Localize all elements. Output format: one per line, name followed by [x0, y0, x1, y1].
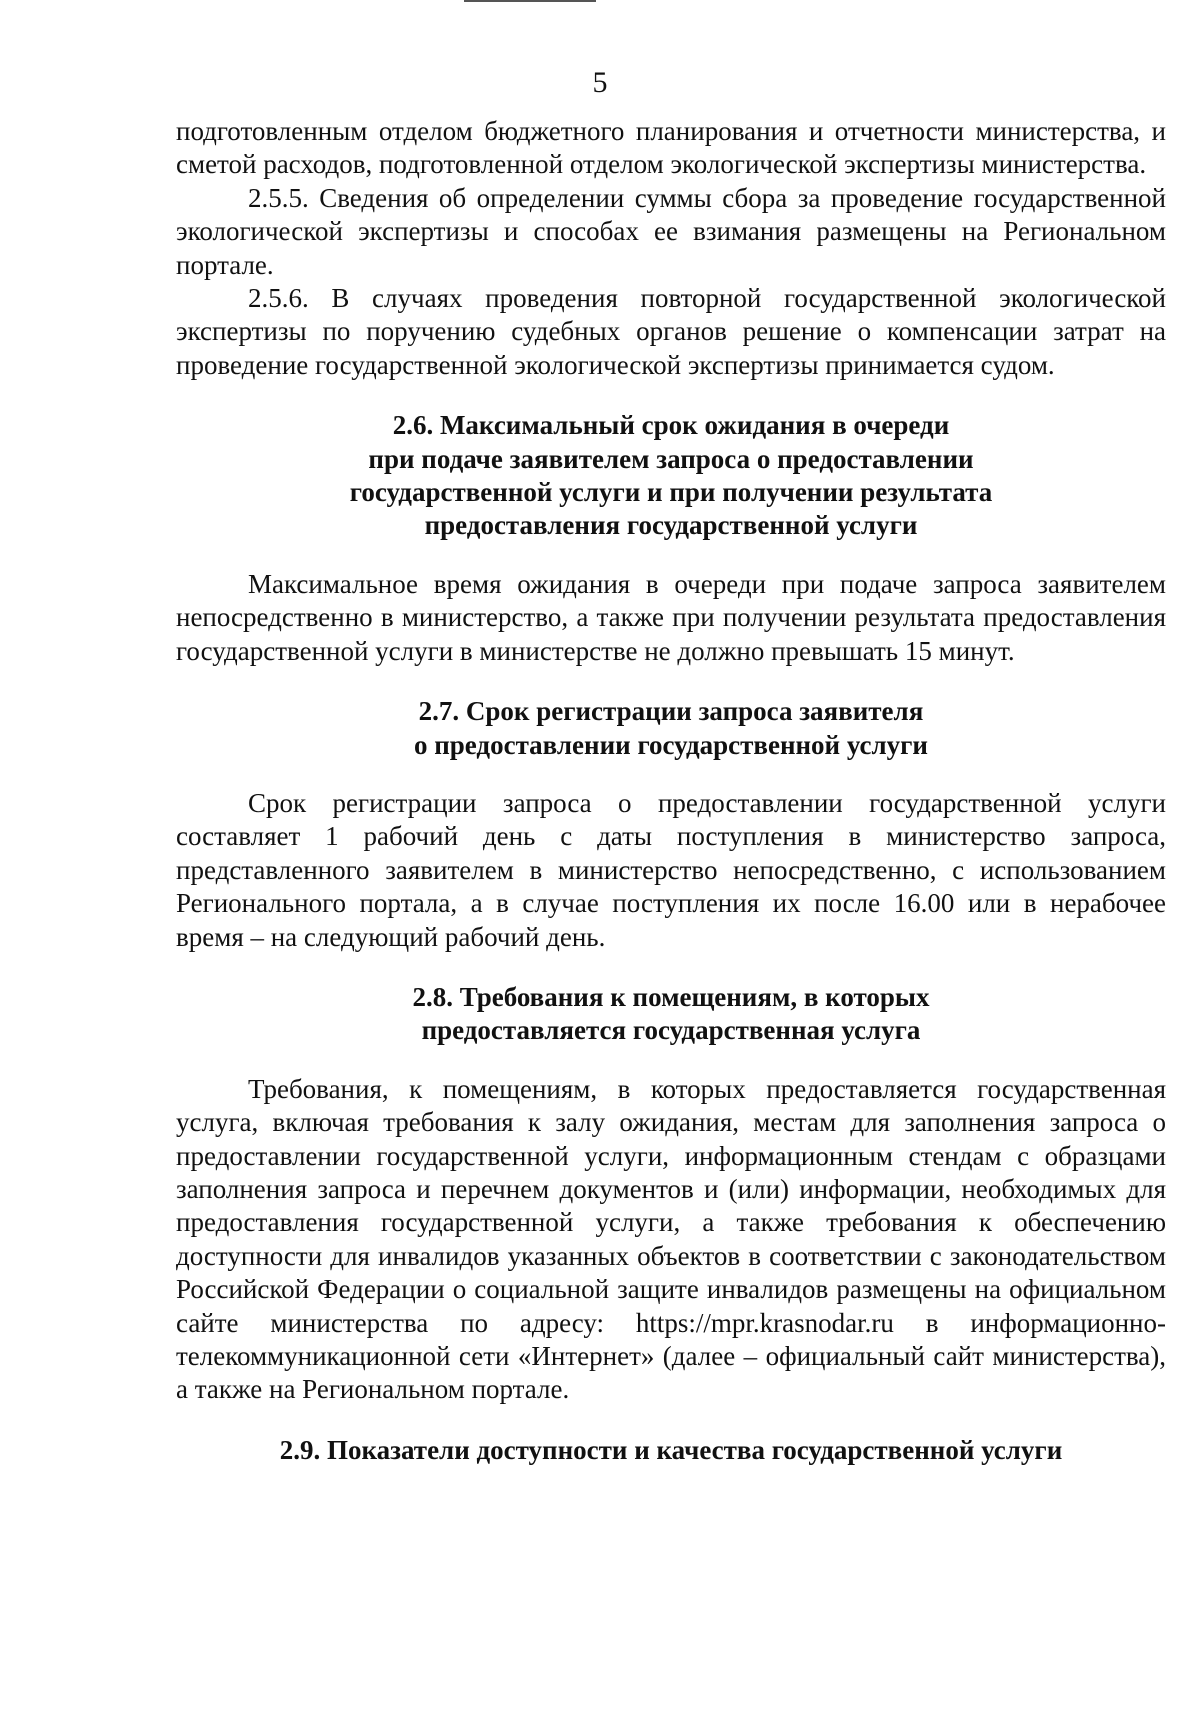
heading-line: 2.6. Максимальный срок ожидания в очереди: [392, 410, 950, 441]
heading-line: 2.7. Срок регистрации запроса заявителя: [418, 696, 924, 727]
paragraph-2-7: Срок регистрации запроса о предоставлении государственной услуги составляет 1 рабочий день с даты поступления в министерство запроса, представленного заявителем в министерство непосредственно, с использованием Регионального портала, а в случае поступления их после 16.00 или в нерабочее время – на следующий рабочий день.: [176, 787, 1166, 952]
heading-line: при подаче заявителем запроса о предоставлении: [368, 443, 974, 474]
heading-line: предоставляется государственная услуга: [421, 1015, 921, 1046]
paragraph-2-5-5: 2.5.5. Сведения об определении суммы сбора за проведение государственной экологической экспертизы и способах ее взимания размещены на Региональном портале.: [176, 182, 1166, 280]
page-number: 5: [592, 66, 608, 99]
heading-2-9: 2.9. Показатели доступности и качества государственной услуги: [279, 1434, 1063, 1465]
heading-line: 2.8. Требования к помещениям, в которых: [412, 981, 930, 1012]
heading-line: государственной услуги и при получении результата: [349, 477, 993, 508]
paragraph-continuation: подготовленным отделом бюджетного планирования и отчетности министерства, и сметой расходов, подготовленной отделом экологической экспертизы министерства.: [176, 116, 1166, 180]
heading-line: предоставления государственной услуги: [424, 510, 918, 541]
top-rule: [464, 0, 596, 2]
heading-2-6: [176, 409, 1166, 543]
heading-line: о предоставлении государственной услуги: [413, 729, 928, 760]
document-body: [176, 115, 1166, 1467]
paragraph-2-8: Требования, к помещениям, в которых предоставляется государственная услуга, включая требования к залу ожидания, местам для заполнения запроса о предоставлении государственной услуги, информационным стендам с образцами заполнения запроса и перечнем документов и (или) информации, необходимых для предоставления государственной услуги, а также требования к обеспечению доступности для инвалидов указанных объектов в соответствии с законодательством Российской Федерации о социальной защите инвалидов размещены на официальном сайте министерства по адресу: https://mpr.krasnodar.ru в информационно-телекоммуникационной сети «Интернет» (далее – официальный сайт министерства), а также на Региональном портале.: [176, 1073, 1166, 1405]
paragraph-2-5-6: 2.5.6. В случаях проведения повторной государственной экологической экспертизы по поручению судебных органов решение о компенсации затрат на проведение государственной экологической экспертизы принимается судом.: [176, 283, 1166, 380]
heading-2-7: [176, 695, 1166, 762]
heading-2-8: [176, 981, 1166, 1048]
paragraph-2-6: Максимальное время ожидания в очереди при подаче запроса заявителем непосредственно в министерство, а также при получении результата предоставления государственной услуги в министерстве не должно превышать 15 минут.: [176, 568, 1166, 666]
